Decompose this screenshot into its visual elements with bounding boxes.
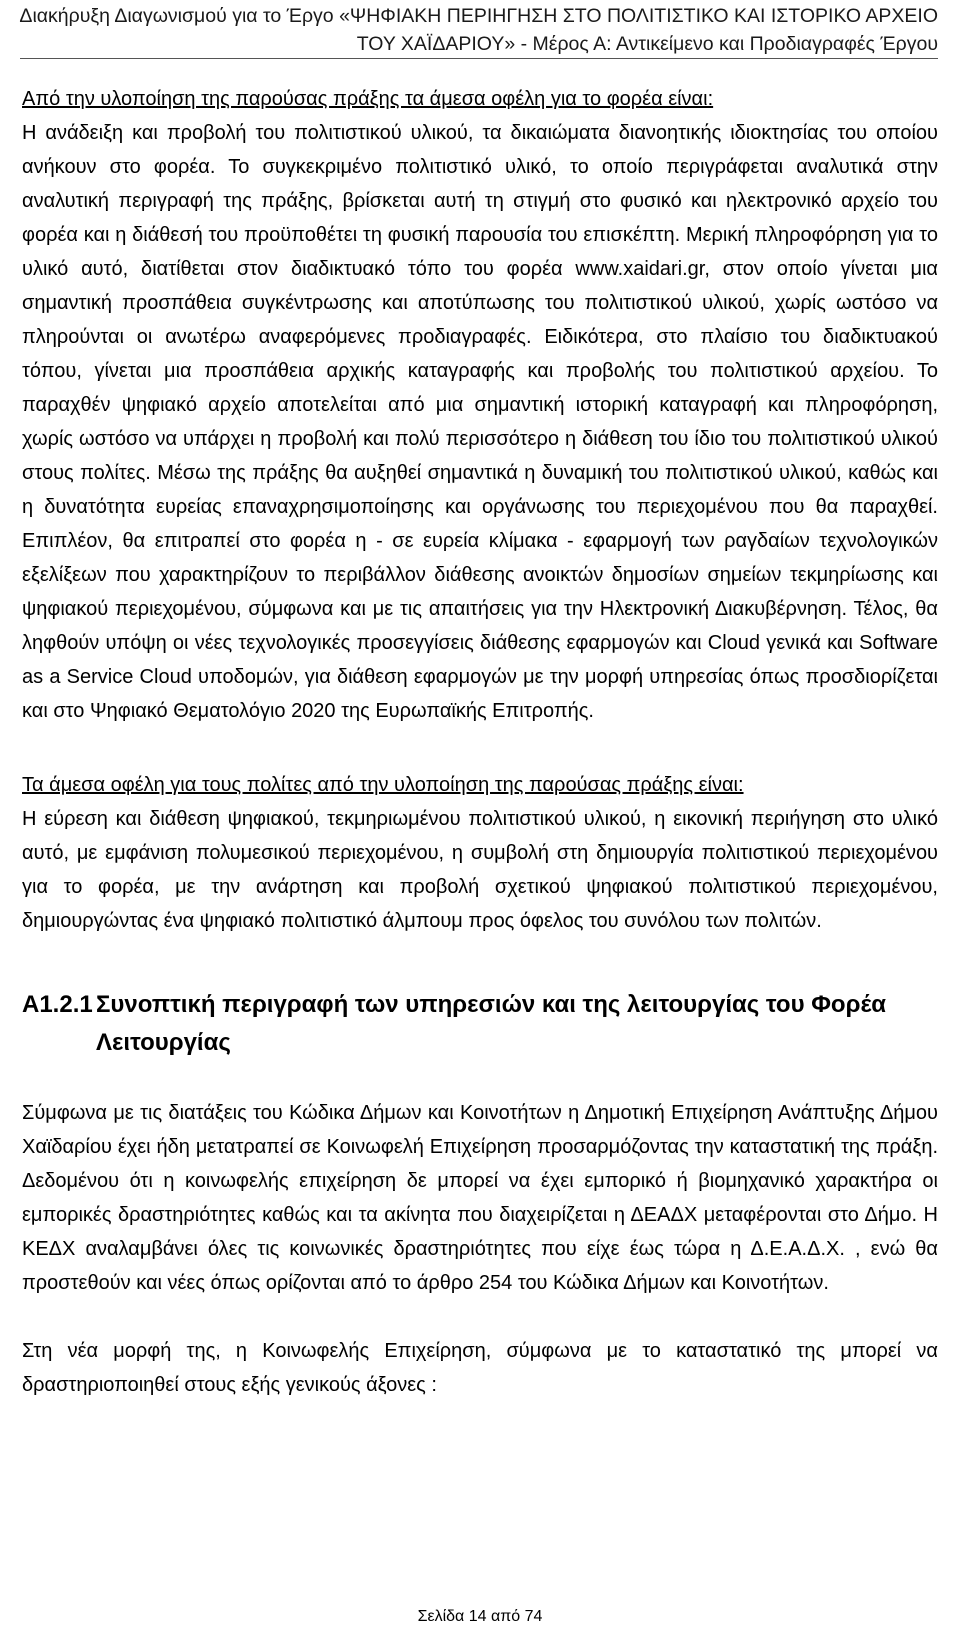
document-body: [22, 82, 938, 1402]
citizen-benefits-heading: Τα άμεσα οφέλη για τους πολίτες από την υλοποίηση της παρούσας πράξης είναι:: [22, 774, 744, 796]
page-header: [8, 2, 938, 58]
header-divider: [20, 58, 938, 59]
header-line-1: Διακήρυξη Διαγωνισμού για το Έργο «ΨΗΦΙΑΚΗ ΠΕΡΙΗΓΗΣΗ ΣΤΟ ΠΟΛΙΤΙΣΤΙΚΟ ΚΑΙ ΙΣΤΟΡΙΚΟ ΑΡΧΕΙΟ: [19, 5, 938, 27]
header-line-2: ΤΟΥ ΧΑΪΔΑΡΙΟΥ» - Μέρος Α: Αντικείμενο και Προδιαγραφές Έργου: [356, 33, 938, 55]
citizen-benefits-text: Η εύρεση και διάθεση ψηφιακού, τεκμηριωμένου πολιτιστικού υλικού, η εικονική περιήγηση στο υλικό αυτό, με εμφάνιση πολυμεσικού περιεχομένου, η συμβολή στη δημιουργία πολιτιστικού περιεχομένου για το φορέα, με την ανάρτηση και προβολή σχετικού ψηφιακού πολιτιστικού περιεχομένου, δημιουργώντας ένα ψηφιακό πολιτιστικό άλμπουμ προς όφελος του συνόλου των πολιτών.: [22, 808, 938, 932]
org-benefits-paragraph: [22, 82, 938, 728]
section-heading: [22, 986, 938, 1062]
activity-axes-paragraph: Στη νέα μορφή της, η Κοινωφελής Επιχείρηση, σύμφωνα με το καταστατικό της μπορεί να δραστηριοποιηθεί στους εξής γενικούς άξονες :: [22, 1340, 938, 1396]
section-number: Α1.2.1: [22, 991, 93, 1018]
citizen-benefits-paragraph: [22, 768, 938, 938]
org-benefits-heading: Από την υλοποίηση της παρούσας πράξης τα άμεσα οφέλη για το φορέα είναι:: [22, 88, 714, 110]
section-title: Συνοπτική περιγραφή των υπηρεσιών και της λειτουργίας του Φορέα Λειτουργίας: [96, 991, 887, 1056]
org-benefits-text: Η ανάδειξη και προβολή του πολιτιστικού υλικού, τα δικαιώματα διανοητικής ιδιοκτησίας του οποίου ανήκουν στο φορέα. Το συγκεκριμένο πολιτιστικό υλικό, το οποίο περιγράφεται αναλυτικά στην αναλυτική περιγραφή της πράξης, βρίσκεται αυτή τη στιγμή στο φυσικό και ηλεκτρονικό αρχείο του φορέα και η διάθεσή του προϋποθέτει τη φυσική παρουσία του επισκέπτη. Μερική πληροφόρηση για το υλικό αυτό, διατίθεται στον διαδικτυακό τόπο του φορέα www.xaidari.gr, στον οποίο γίνεται μια σημαντική προσπάθεια συγκέντρωσης και αποτύπωσης του πολιτιστικού υλικού, χωρίς ωστόσο να πληρούνται οι ανωτέρω αναφερόμενες προδιαγραφές. Ειδικότερα, στο πλαίσιο του διαδικτυακού τόπου, γίνεται μια προσπάθεια αρχικής καταγραφής και προβολής του πολιτιστικού αρχείου. Το παραχθέν ψηφιακό αρχείο αποτελείται από μια σημαντική ιστορική καταγραφή και πληροφόρηση, χωρίς ωστόσο να υπάρχει η προβολή και πολύ περισσότερο η διάθεση του ίδιο του πολιτιστικού υλικού στους πολίτες. Μέσω της πράξης θα αυξηθεί σημαντικά η δυναμική του πολιτιστικού υλικού, καθώς και η δυνατότητα ευρείας επαναχρησιμοποίησης και οργάνωσης του περιεχομένου που θα παραχθεί. Επιπλέον, θα επιτραπεί στο φορέα η - σε ευρεία κλίμακα - εφαρμογή των ραγδαίων τεχνολογικών εξελίξεων που χαρακτηρίζουν το περιβάλλον διάθεσης ανοικτών δημοσίων σημείων τεκμηρίωσης και ψηφιακού περιεχομένου, σύμφωνα και με τις απαιτήσεις για την Ηλεκτρονική Διακυβέρνηση. Τέλος, θα ληφθούν υπόψη οι νέες τεχνολογικές προσεγγίσεις διάθεσης εφαρμογών και Cloud γενικά και Software as a Service Cloud υποδομών, για διάθεση εφαρμογών με την μορφή υπηρεσίας όπως προσδιορίζεται και στο Ψηφιακό Θεματολόγιο 2020 της Ευρωπαϊκής Επιτροπής.: [22, 122, 938, 722]
page-footer: Σελίδα 14 από 74: [417, 1608, 543, 1625]
company-description-paragraph: Σύμφωνα με τις διατάξεις του Κώδικα Δήμων και Κοινοτήτων η Δημοτική Επιχείρηση Ανάπτυξης Δήμου Χαϊδαρίου έχει ήδη μετατραπεί σε Κοινωφελή Επιχείρηση προσαρμόζοντας την καταστατική της πράξη. Δεδομένου ότι η κοινωφελής επιχείρηση δε μπορεί να έχει εμπορικό ή βιομηχανικό χαρακτήρα οι εμπορικές δραστηριότητες καθώς και τα ακίνητα που διαχειρίζεται η ΔΕΑΔΧ μεταφέρονται στο Δήμο. Η ΚΕΔΧ αναλαμβάνει όλες τις κοινωνικές δραστηριότητες που είχε έως τώρα η Δ.Ε.Α.Δ.Χ. , ενώ θα προστεθούν και νέες όπως ορίζονται από το άρθρο 254 του Κώδικα Δήμων και Κοινοτήτων.: [22, 1102, 938, 1294]
